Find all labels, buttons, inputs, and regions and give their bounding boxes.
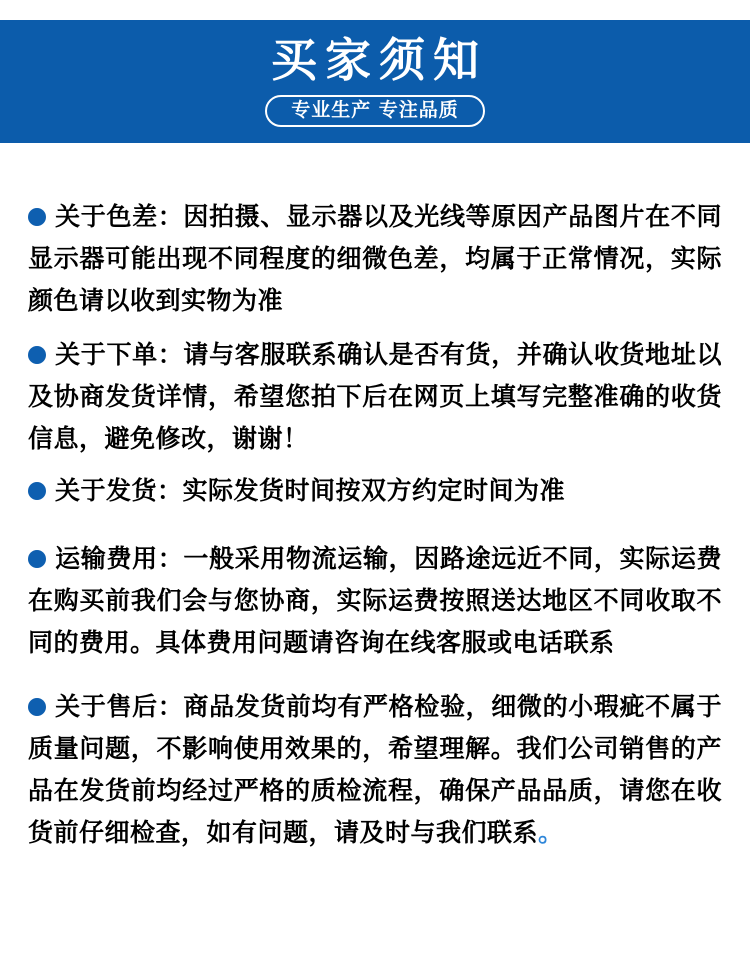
notice-color-difference (28, 196, 722, 322)
notice-suffix: 。 (538, 818, 564, 847)
notice-list (0, 143, 750, 854)
bullet-icon (28, 346, 46, 364)
header-banner (0, 20, 750, 143)
notice-shipping (28, 470, 722, 512)
notice-ordering (28, 334, 722, 460)
bullet-icon (28, 482, 46, 500)
notice-text: 关于发货：实际发货时间按双方约定时间为准 (55, 476, 566, 505)
notice-after-sales (28, 686, 722, 854)
notice-text: 关于售后：商品发货前均有严格检验，细微的小瑕疵不属于质量问题，不影响使用效果的，希望理解。我们公司销售的产品在发货前均经过严格的质检流程，确保产品品质，请您在收货前仔细检查，如有问题，请及时与我们联系 (28, 692, 722, 847)
notice-freight (28, 538, 722, 664)
notice-text: 关于色差：因拍摄、显示器以及光线等原因产品图片在不同显示器可能出现不同程度的细微色差，均属于正常情况，实际颜色请以收到实物为准 (28, 202, 722, 315)
bullet-icon (28, 208, 46, 226)
notice-text: 关于下单：请与客服联系确认是否有货，并确认收货地址以及协商发货详情，希望您拍下后在网页上填写完整准确的收货信息，避免修改，谢谢！ (28, 340, 722, 453)
bullet-icon (28, 698, 46, 716)
notice-text: 运输费用：一般采用物流运输，因路途远近不同，实际运费在购买前我们会与您协商，实际运费按照送达地区不同收取不同的费用。具体费用问题请咨询在线客服或电话联系 (28, 544, 722, 657)
page-title: 买家须知 (271, 32, 487, 87)
slogan-badge: 专业生产 专注品质 (265, 95, 485, 127)
bullet-icon (28, 550, 46, 568)
